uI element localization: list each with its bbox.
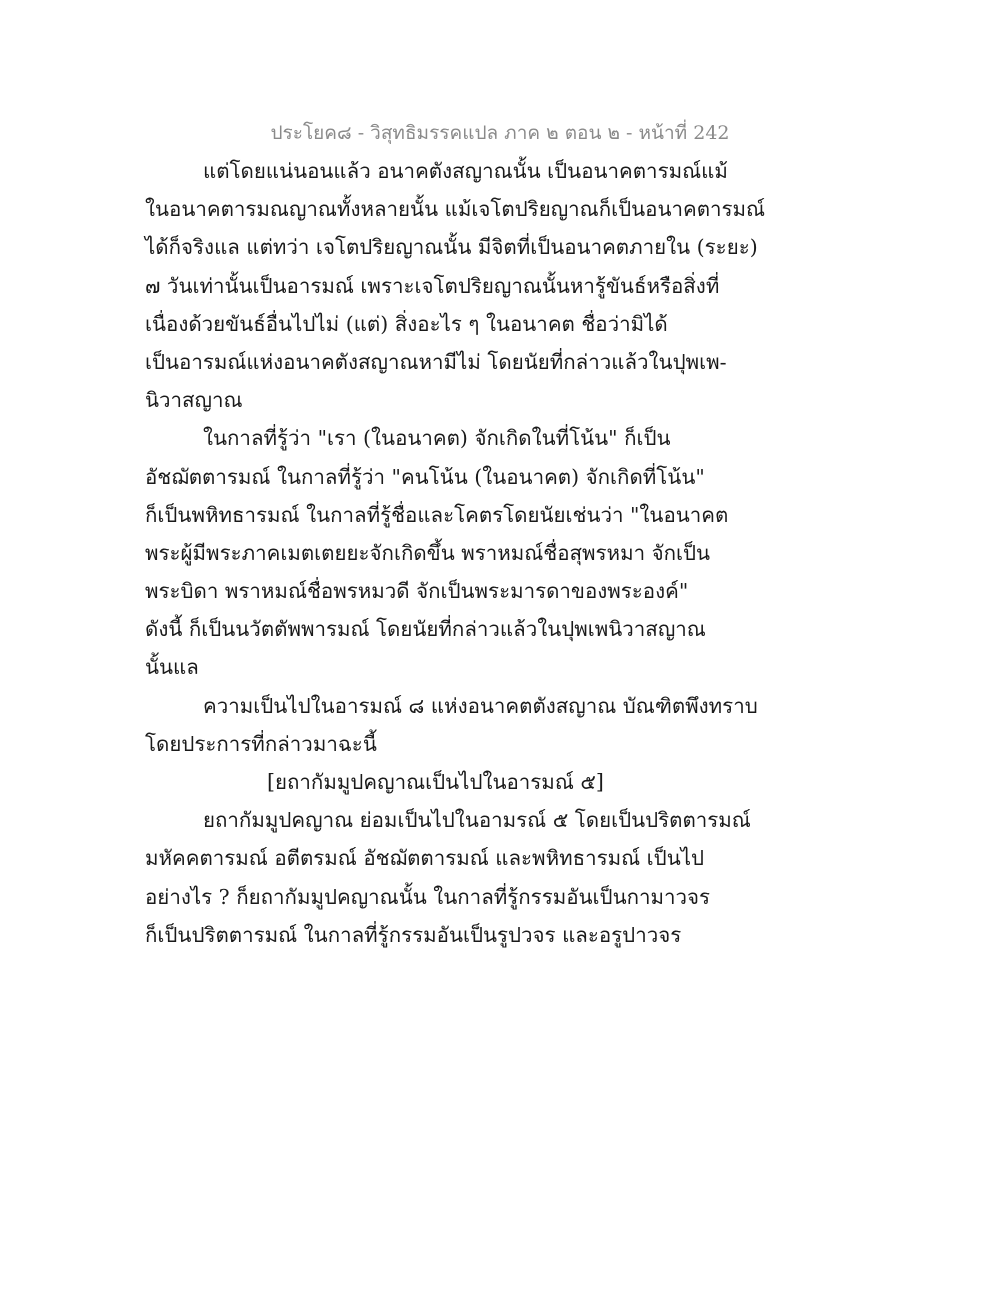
text-line: ๗ วันเท่านั้นเป็นอารมณ์ เพราะเจโตปริยญาณนั้นหารู้ขันธ์หรือสิ่งที่ (145, 273, 720, 298)
text-line: พระผู้มีพระภาคเมตเตยยะจักเกิดขึ้น พราหมณ์ชื่อสุพรหมา จักเป็น (145, 540, 711, 565)
text-line: ก็เป็นพหิทธารมณ์ ในกาลที่รู้ชื่อและโคตรโดยนัยเช่นว่า "ในอนาคต (145, 502, 729, 527)
paragraph (145, 801, 865, 954)
text-line: ก็เป็นปริตตารมณ์ ในกาลที่รู้กรรมอันเป็นรูปวจร และอรูปาวจร (145, 922, 682, 947)
text-line: ได้ก็จริงแล แต่ทว่า เจโตปริยญาณนั้น มีจิตที่เป็นอนาคตภายใน (ระยะ) (145, 235, 758, 260)
section-heading-block (145, 763, 865, 801)
paragraph (145, 419, 865, 686)
text-line: แต่โดยแน่นอนแล้ว อนาคตังสญาณนั้น เป็นอนาคตารมณ์แม้ (203, 159, 728, 183)
text-line: ยถากัมมูปคญาณ ย่อมเป็นไปในอามรณ์ ๕ โดยเป็นปริตตารมณ์ (203, 808, 751, 833)
text-line: อย่างไร ? ก็ยถากัมมูปคญาณนั้น ในกาลที่รู้กรรมอันเป็นกามาวจร (145, 884, 711, 909)
running-header: ประโยค๘ - วิสุทธิมรรคแปล ภาค ๒ ตอน ๒ - หน้าที่ 242 (270, 122, 730, 144)
text-line: โดยประการที่กล่าวมาฉะนี้ (145, 731, 377, 756)
text-line: ในกาลที่รู้ว่า "เรา (ในอนาคต) จักเกิดในที่โน้น" ก็เป็น (203, 426, 671, 451)
text-line: มหัคคตารมณ์ อตีตรมณ์ อัชฌัตตารมณ์ และพหิทธารมณ์ เป็นไป (145, 846, 705, 871)
text-line: เป็นอารมณ์แห่งอนาคตังสญาณหามีไม่ โดยนัยที่กล่าวแล้วในปุพเพ- (145, 349, 727, 374)
section-heading: [ยถากัมมูปคญาณเป็นไปในอารมณ์ ๕] (267, 770, 604, 794)
text-line: นั้นแล (145, 655, 199, 680)
text-line: ความเป็นไปในอารมณ์ ๘ แห่งอนาคตตังสญาณ บัณฑิตพึงทราบ (203, 693, 758, 718)
text-line: ในอนาคตารมณญาณทั้งหลายนั้น แม้เจโตปริยญาณก็เป็นอนาคตารมณ์ (145, 197, 766, 222)
text-line: นิวาสญาณ (145, 388, 243, 413)
text-line: ดังนี้ ก็เป็นนวัตตัพพารมณ์ โดยนัยที่กล่าวแล้วในปุพเพนิวาสญาณ (145, 617, 706, 642)
body-text (145, 152, 865, 954)
text-line: พระบิดา พราหมณ์ชื่อพรหมวดี จักเป็นพระมารดาของพระองค์" (145, 579, 689, 604)
text-line: เนื่องด้วยขันธ์อื่นไปไม่ (แต่) สิ่งอะไร ๆ ในอนาคต ชื่อว่ามิได้ (145, 311, 668, 336)
paragraph (145, 152, 865, 419)
paragraph (145, 687, 865, 763)
text-line: อัชฌัตตารมณ์ ในกาลที่รู้ว่า "คนโน้น (ในอนาคต) จักเกิดที่โน้น" (145, 464, 705, 489)
